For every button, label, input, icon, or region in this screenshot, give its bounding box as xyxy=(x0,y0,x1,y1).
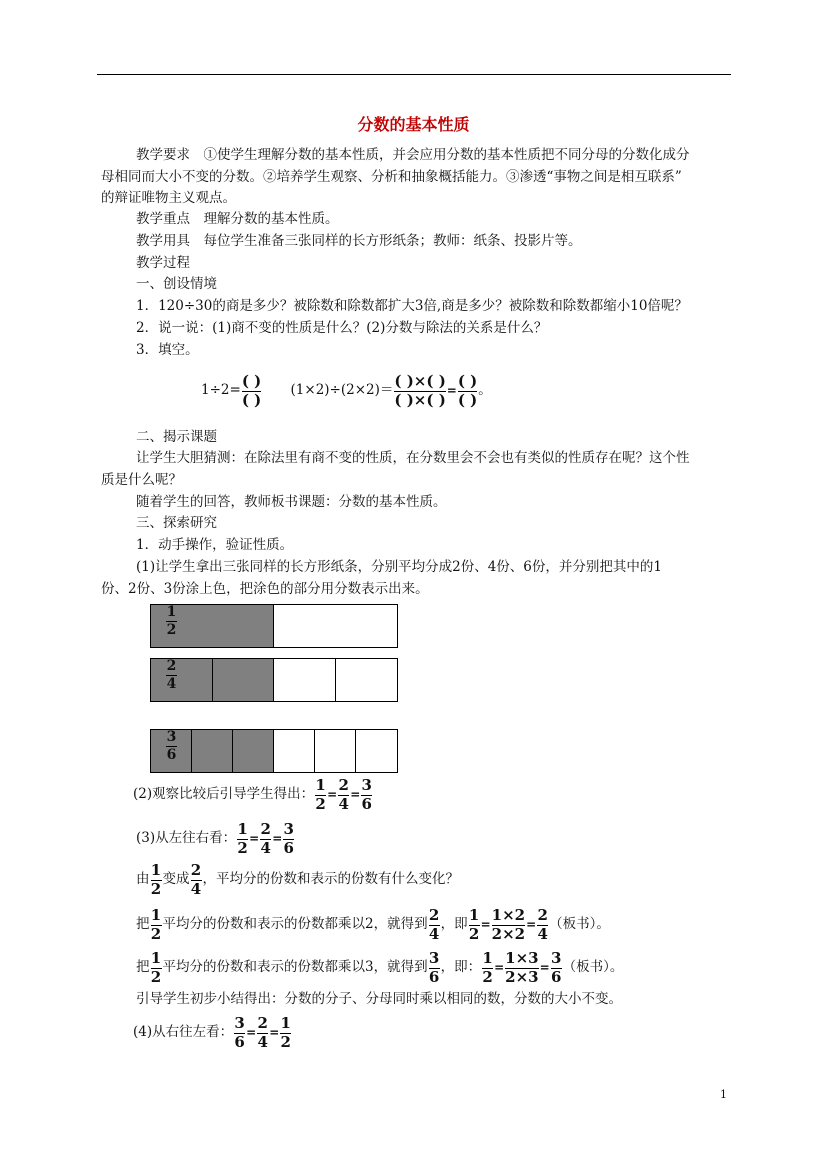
shaded-part xyxy=(151,730,192,772)
frac-1-2: $\frac{1}{2}$ xyxy=(150,948,162,986)
para-process: 教学过程 xyxy=(136,255,190,271)
fraction-strip-quarters xyxy=(150,658,398,702)
unshaded-part xyxy=(356,730,397,772)
frac-3-6: $\frac{3}{6}$ xyxy=(361,775,372,813)
multiply-by-2-line: 把 $\frac{1}{2}$ 平均分的份数和表示的份数都乘以2，就得到 $\frac{2}{4}$ ，即 $\frac{1}{2}$ = $\frac{1\times 2}{2\times 2}$ = $\frac{2}{4}$ （板书）。 xyxy=(136,905,610,943)
unshaded-part xyxy=(315,730,356,772)
shaded-part xyxy=(151,659,213,701)
question-3: 3．填空。 xyxy=(136,342,199,358)
para-requirements-1: 教学要求 ①使学生理解分数的基本性质，并会应用分数的基本性质把不同分母的分数化成分 xyxy=(136,147,690,163)
observe-line: (2)观察比较后引导学生得出： $\frac{1}{2}$ = $\frac{2}{4}$ = $\frac{3}{6}$ xyxy=(133,775,372,813)
blank-fraction: $\frac{( )}{( )}$ xyxy=(457,371,478,409)
section-1-heading: 一、创设情境 xyxy=(136,276,217,292)
question-2: 2．说一说：(1)商不变的性质是什么？(2)分数与除法的关系是什么？ xyxy=(136,320,548,336)
section-2-heading: 二、揭示课题 xyxy=(136,429,217,445)
fill-expr-a: 1÷2= xyxy=(201,382,241,398)
unshaded-part xyxy=(274,659,336,701)
unshaded-part xyxy=(336,659,398,701)
change-question-line: 由 $\frac{1}{2}$ 变成 $\frac{2}{4}$ ，平均分的份数和表示的份数有什么变化？ xyxy=(136,860,459,898)
frac-1-2: $\frac{1}{2}$ xyxy=(482,948,493,986)
para-summary: 引导学生初步小结得出：分数的分子、分母同时乘以相同的数，分数的大小不变。 xyxy=(136,991,622,1007)
shaded-part xyxy=(233,730,274,772)
header-rule xyxy=(97,74,731,75)
unshaded-part xyxy=(274,730,315,772)
para-tools: 教学用具 每位学生准备三张同样的长方形纸条；教师：纸条、投影片等。 xyxy=(136,233,582,249)
frac-2-4: $\frac{2}{4}$ xyxy=(190,860,202,898)
frac-3-6: $\frac{3}{6}$ xyxy=(283,819,294,857)
section-3-heading: 三、探索研究 xyxy=(136,515,217,531)
frac-1-2: $\frac{1}{2}$ xyxy=(150,860,162,898)
unshaded-part xyxy=(274,605,397,647)
page-number: 1 xyxy=(720,1088,727,1101)
question-1: 1．120÷30的商是多少？被除数和除数都扩大3倍,商是多少？被除数和除数都缩小10倍呢？ xyxy=(136,298,688,314)
para-key-point: 教学重点 理解分数的基本性质。 xyxy=(136,211,339,227)
left-to-right-line: (3)从左往右看： $\frac{1}{2}$ = $\frac{2}{4}$ = $\frac{3}{6}$ xyxy=(136,819,294,857)
frac-1-2: $\frac{1}{2}$ xyxy=(468,905,480,943)
strip-fraction-label: $\frac{2}{4}$ xyxy=(166,658,177,692)
multiply-by-3-line: 把 $\frac{1}{2}$ 平均分的份数和表示的份数都乘以3，就得到 $\frac{3}{6}$ ，即： $\frac{1}{2}$ = $\frac{1\times 3}{2\times 3}$ = $\frac{3}{6}$ （板书）。 xyxy=(136,948,624,986)
frac-2-4: $\frac{2}{4}$ xyxy=(537,905,548,943)
para-requirements-2: 母相同而大小不变的分数。②培养学生观察、分析和抽象概括能力。③渗透“事物之间是相互联系” xyxy=(101,169,682,185)
frac-3-6: $\frac{3}{6}$ xyxy=(550,948,562,986)
para-operation-1b: 份、2份、3份涂上色，把涂色的部分用分数表示出来。 xyxy=(101,581,429,597)
frac-1-2: $\frac{1}{2}$ xyxy=(280,1013,291,1051)
frac-1-2: $\frac{1}{2}$ xyxy=(237,819,248,857)
blank-fraction: $\frac{( )}{( )}$ xyxy=(241,371,262,409)
fill-in-line: 1÷2= $\frac{( )}{( )}$ (1×2)÷(2×2)＝ $\frac{( )\times( )}{( )\times( )}$ = $\frac{( )}{( )}$ 。 xyxy=(201,371,492,409)
frac-2-4: $\frac{2}{4}$ xyxy=(428,905,440,943)
frac-1x2-2x2: $\frac{1\times 2}{2\times 2}$ xyxy=(491,905,526,943)
frac-2-4: $\frac{2}{4}$ xyxy=(338,775,349,813)
strip-fraction-label: $\frac{1}{2}$ xyxy=(166,604,177,638)
strip-fraction-label: $\frac{3}{6}$ xyxy=(166,729,177,763)
para-guess-2: 质是什么呢？ xyxy=(101,472,182,488)
frac-3-6: $\frac{3}{6}$ xyxy=(234,1013,245,1051)
right-to-left-line: (4)从右往左看： $\frac{3}{6}$ = $\frac{2}{4}$ = $\frac{1}{2}$ xyxy=(133,1013,291,1051)
shaded-part xyxy=(213,659,275,701)
para-operation-1a: (1)让学生拿出三张同样的长方形纸条，分别平均分成2份、4份、6份，并分别把其中的1 xyxy=(136,559,662,575)
para-operation: 1．动手操作，验证性质。 xyxy=(136,537,294,553)
blank-product-fraction: $\frac{( )\times( )}{( )\times( )}$ xyxy=(394,371,446,409)
page-title: 分数的基本性质 xyxy=(357,115,470,134)
frac-2-4: $\frac{2}{4}$ xyxy=(257,1013,268,1051)
fraction-strip-sixths xyxy=(150,729,398,773)
shaded-part xyxy=(151,605,274,647)
para-board: 随着学生的回答，教师板书课题：分数的基本性质。 xyxy=(136,494,447,510)
frac-1x3-2x3: $\frac{1\times 3}{2\times 3}$ xyxy=(505,948,539,986)
frac-1-2: $\frac{1}{2}$ xyxy=(315,775,326,813)
fraction-strip-half xyxy=(150,604,398,648)
para-requirements-3: 的辩证唯物主义观点。 xyxy=(101,190,236,206)
frac-1-2: $\frac{1}{2}$ xyxy=(150,905,162,943)
fill-expr-b: (1×2)÷(2×2)＝ xyxy=(290,382,394,398)
para-guess-1: 让学生大胆猜测：在除法里有商不变的性质，在分数里会不会也有类似的性质存在呢？这个性 xyxy=(136,450,690,466)
frac-2-4: $\frac{2}{4}$ xyxy=(260,819,271,857)
shaded-part xyxy=(192,730,233,772)
frac-3-6: $\frac{3}{6}$ xyxy=(428,948,440,986)
